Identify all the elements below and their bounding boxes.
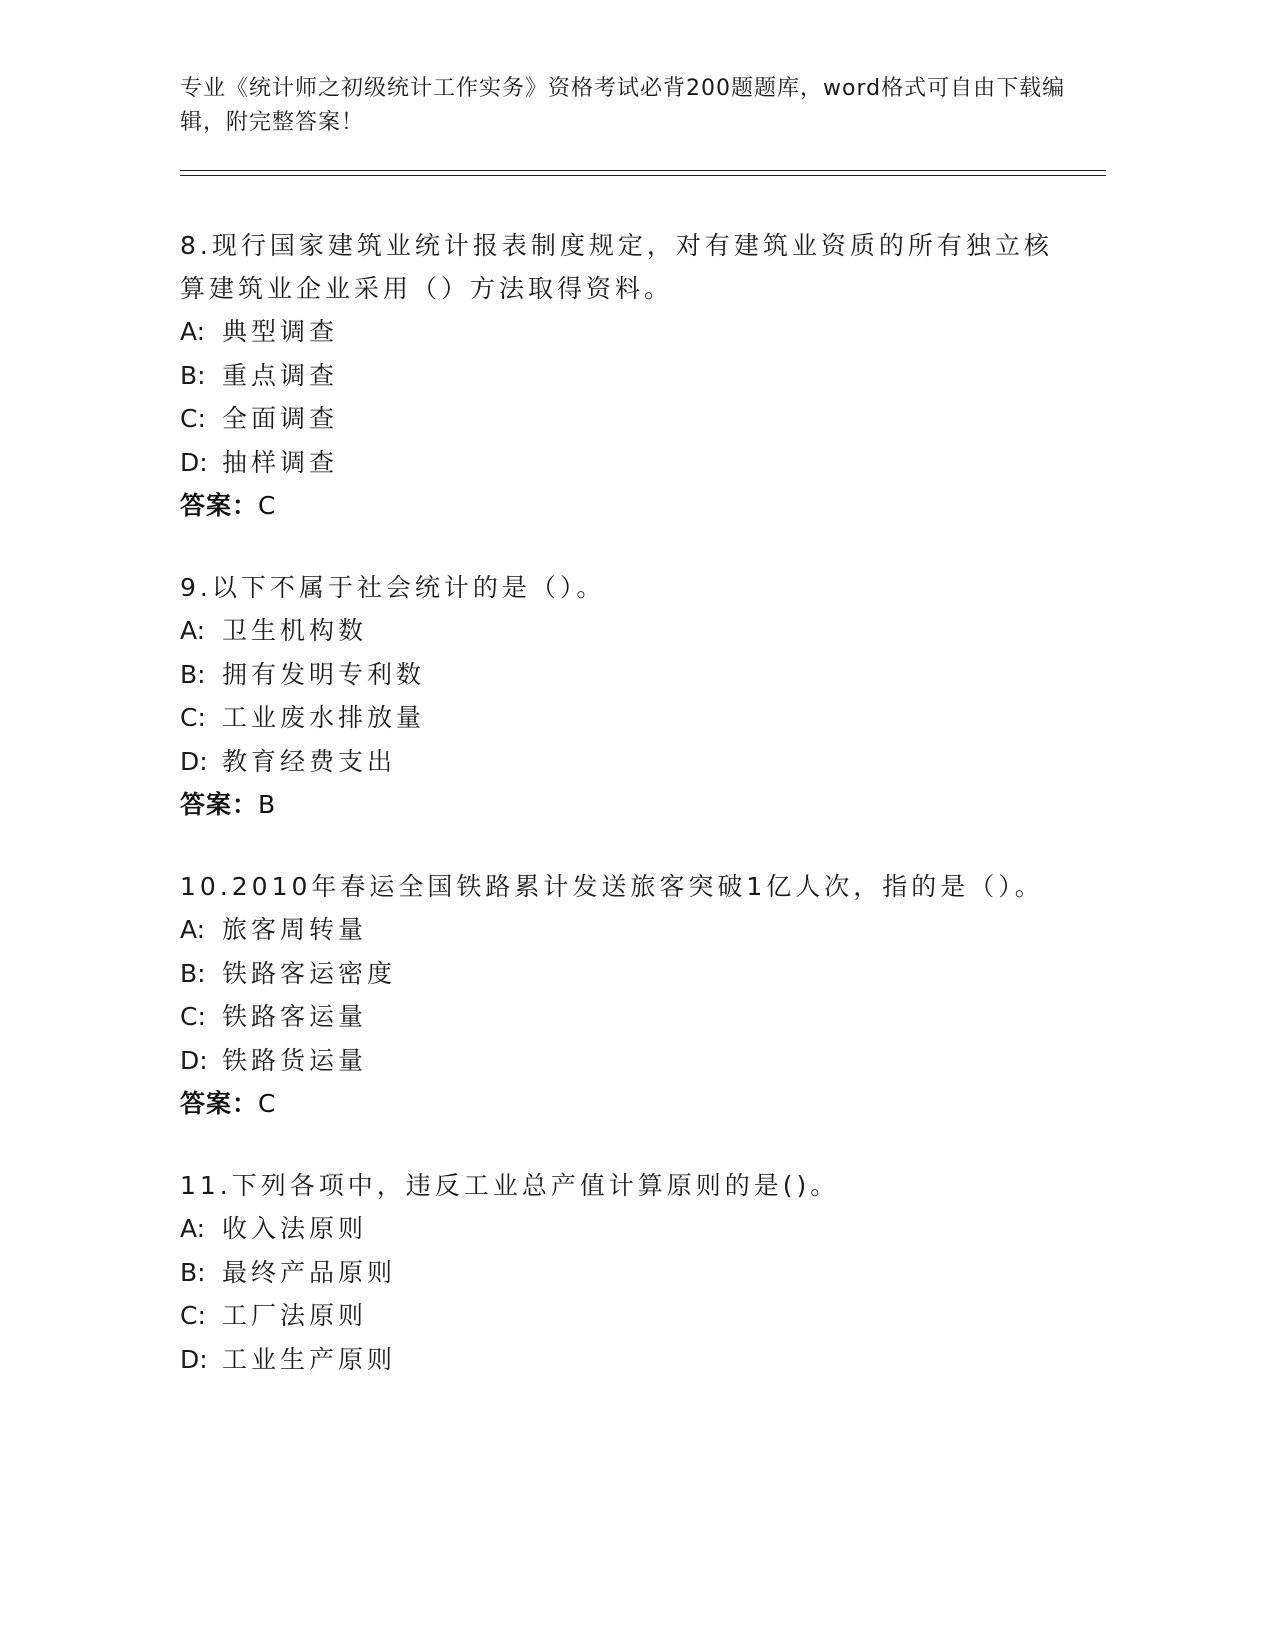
option-key: C: [180,404,206,433]
option-a [180,310,1080,354]
option-d [180,1338,1080,1382]
option-key: B: [180,1257,206,1287]
option-key: D: [180,1344,208,1374]
question-10 [180,865,1080,1126]
option-key: B: [180,659,206,689]
header-rule-bottom [180,175,1106,176]
option-b [180,354,1080,398]
question-stem: 10.2010年春运全国铁路累计发送旅客突破1亿人次，指的是（）。 [180,872,1044,901]
option-text: 旅客周转量 [222,915,368,944]
option-text: 铁路客运密度 [222,958,397,988]
option-text: 抽样调查 [222,447,339,477]
option-key: C: [180,1301,206,1330]
question-stem: 8.现行国家建筑业统计报表制度规定，对有建筑业资质的所有独立核算建筑业企业采用（）方法取得资料。 [180,231,1053,303]
option-b [180,653,1080,697]
option-a [180,1207,1080,1251]
option-key: D: [180,746,208,776]
option-c [180,1294,1080,1338]
option-text: 全面调查 [222,404,339,433]
answer-line [180,1082,1080,1126]
option-text: 收入法原则 [222,1214,368,1243]
option-text: 最终产品原则 [222,1257,397,1287]
option-key: B: [180,360,206,390]
option-d [180,740,1080,784]
option-key: B: [180,958,206,988]
option-text: 卫生机构数 [222,616,368,645]
option-d [180,441,1080,485]
option-key: D: [180,447,208,477]
option-text: 铁路货运量 [222,1045,368,1075]
answer-line [180,783,1080,827]
option-key: A: [180,317,206,346]
option-a [180,609,1080,653]
option-text: 重点调查 [222,360,339,390]
option-a [180,908,1080,952]
answer-label: 答案： [180,491,259,520]
document-header: 专业《统计师之初级统计工作实务》资格考试必背200题题库，word格式可自由下载编辑，附完整答案！ [180,76,1066,135]
question-stem: 9.以下不属于社会统计的是（）。 [180,573,606,602]
option-text: 工厂法原则 [222,1301,368,1330]
question-list [180,224,1080,1419]
option-key: A: [180,915,206,944]
answer-label: 答案： [180,1089,259,1118]
option-b [180,952,1080,996]
option-key: C: [180,703,206,732]
option-key: A: [180,1214,206,1243]
answer-line [180,484,1080,528]
option-text: 工业生产原则 [222,1344,397,1374]
option-b [180,1251,1080,1295]
answer-value: B [258,790,277,819]
option-text: 拥有发明专利数 [222,659,426,689]
option-key: D: [180,1045,208,1075]
option-c [180,995,1080,1039]
question-9 [180,566,1080,827]
answer-value: C [258,1089,277,1118]
option-text: 工业废水排放量 [222,703,426,732]
option-d [180,1039,1080,1083]
option-text: 教育经费支出 [222,746,397,776]
question-8 [180,224,1080,528]
option-c [180,696,1080,740]
header-rule-top [180,170,1106,171]
question-11 [180,1164,1080,1381]
answer-label: 答案： [180,790,259,819]
option-text: 铁路客运量 [222,1002,368,1031]
answer-value: C [258,491,277,520]
option-c [180,397,1080,441]
option-text: 典型调查 [222,317,339,346]
option-key: A: [180,616,206,645]
question-stem: 11.下列各项中，违反工业总产值计算原则的是()。 [180,1171,840,1200]
option-key: C: [180,1002,206,1031]
